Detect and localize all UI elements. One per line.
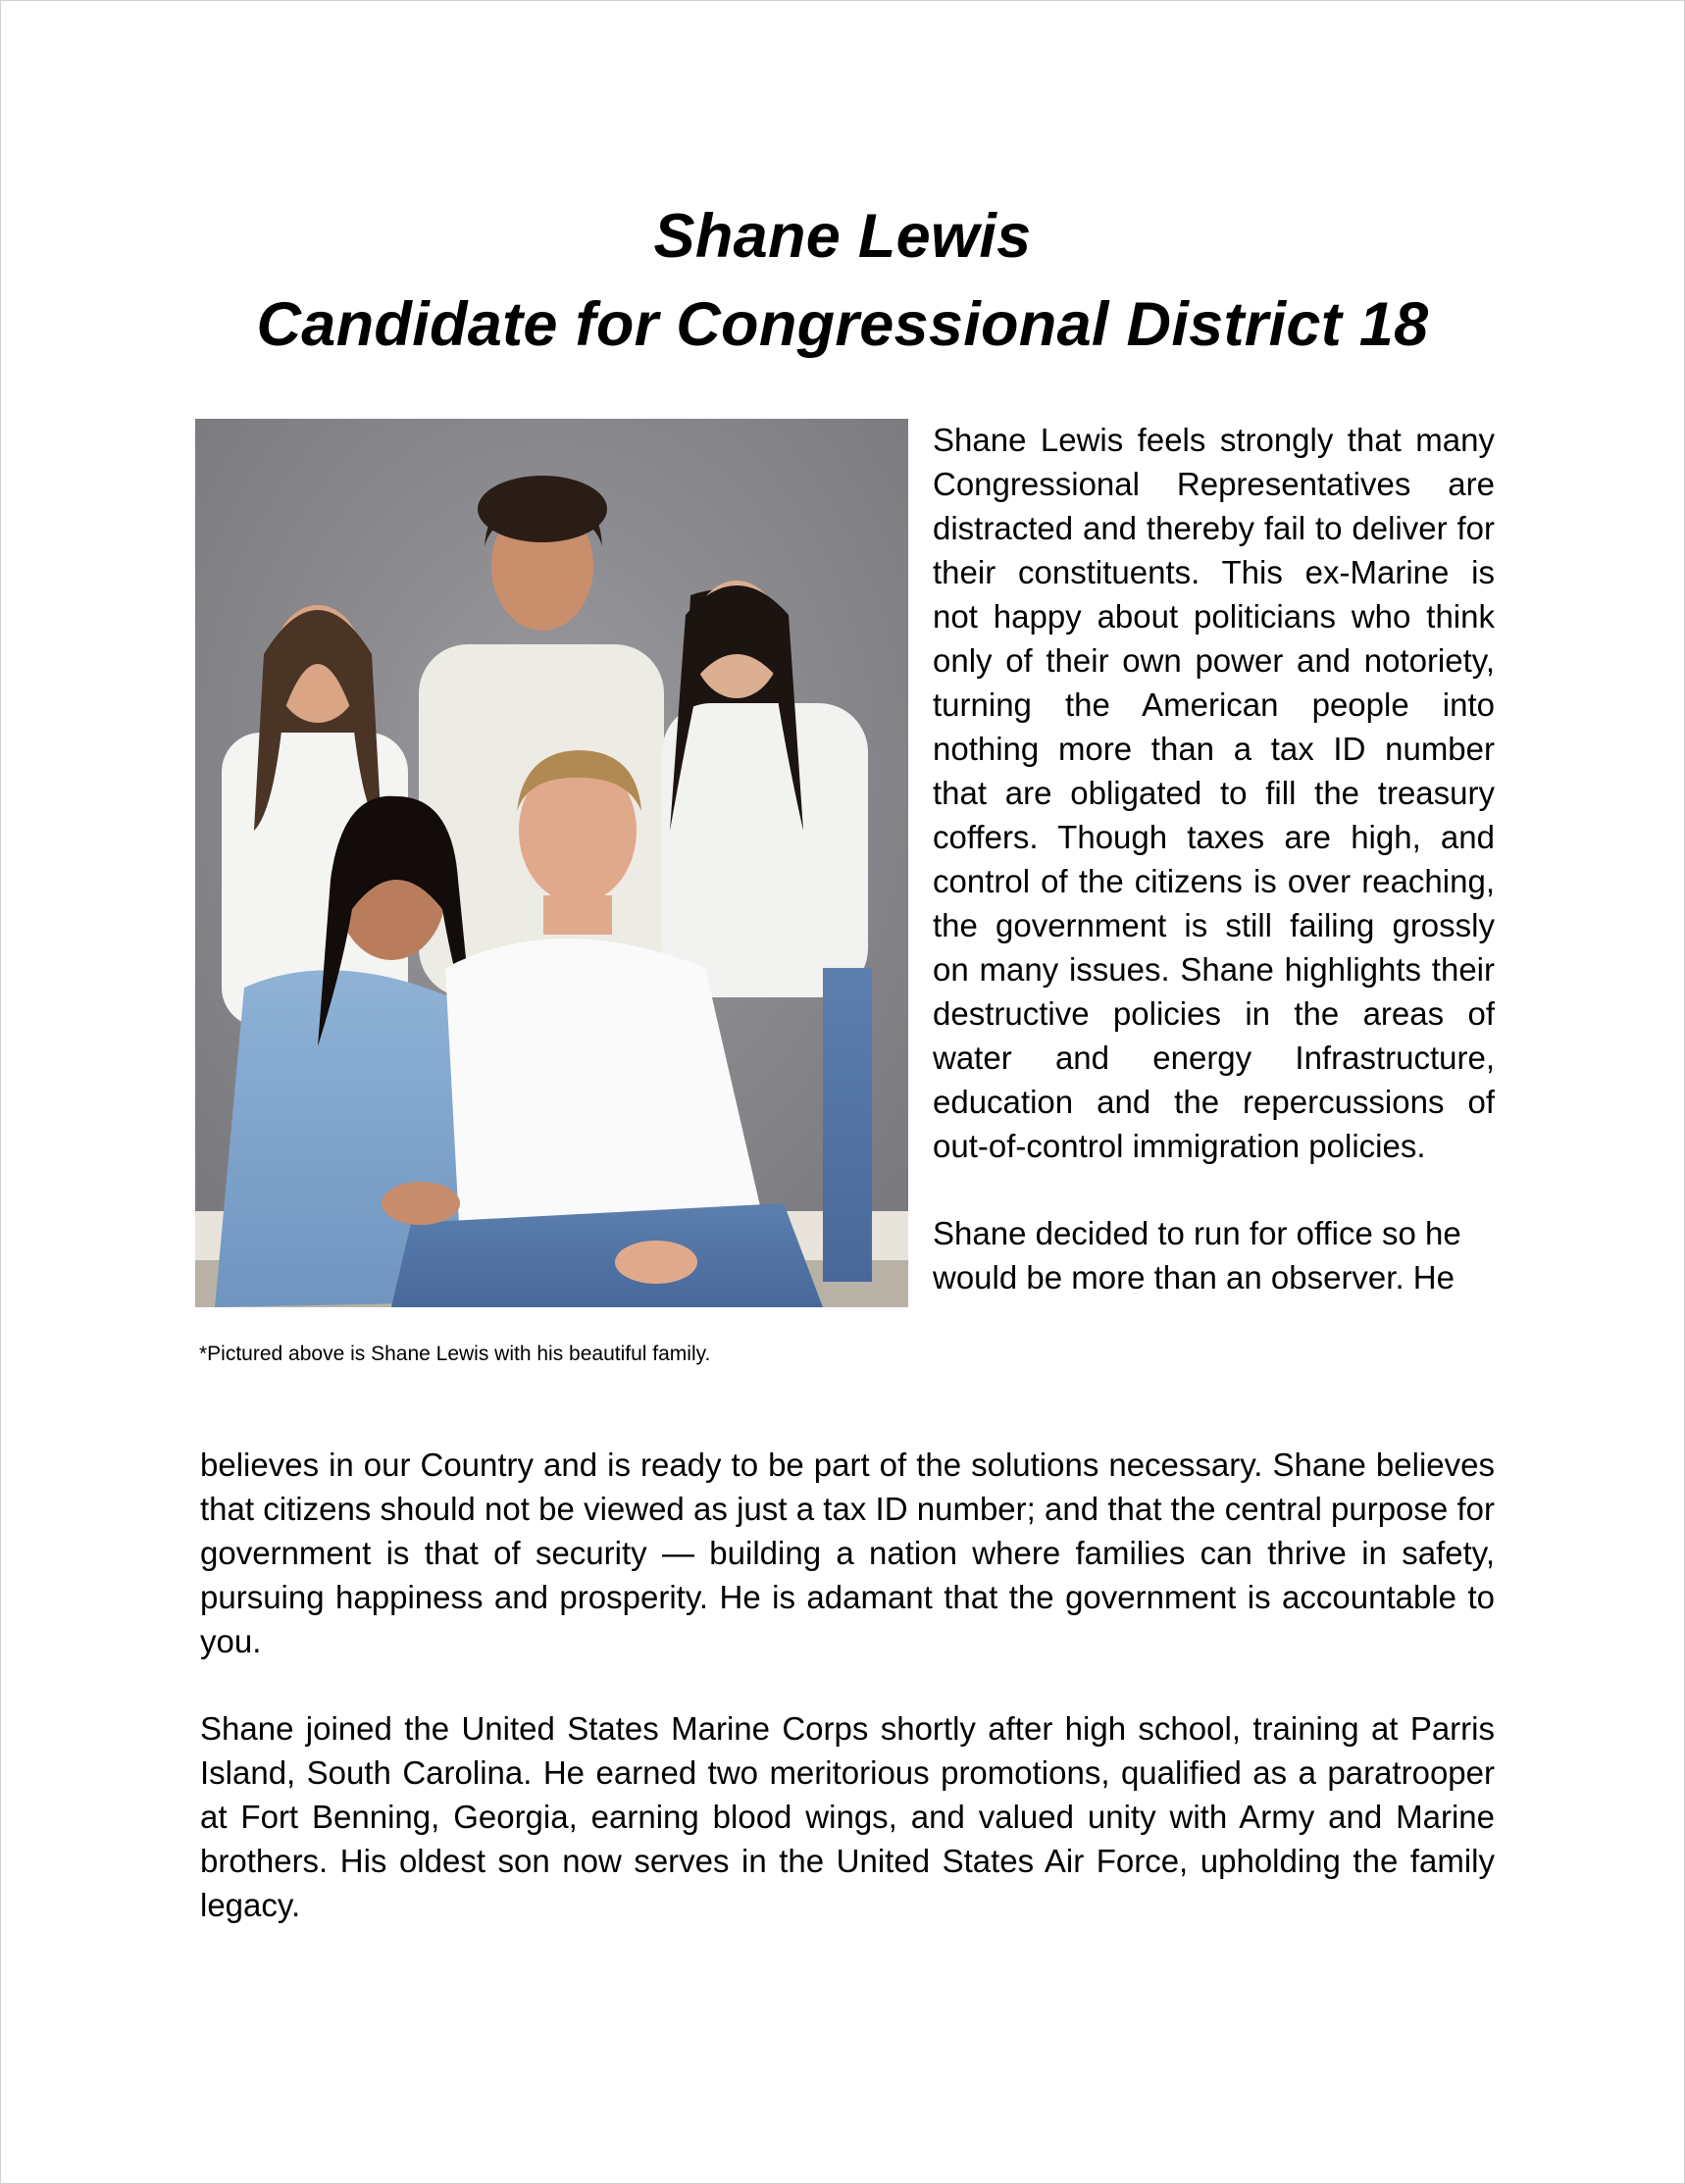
main-column — [200, 1443, 1495, 1927]
intro-column — [933, 418, 1495, 1299]
photo-caption: *Pictured above is Shane Lewis with his beautiful family. — [199, 1343, 711, 1365]
paragraph-1: Shane Lewis feels strongly that many Congressional Representatives are distracted and thereby fail to deliver for their constituents. This ex-Marine is not happy about politicians who think only of their own power and notoriety, turning the American people into nothing more than a tax ID number that are obligated to fill the treasury coffers. Though taxes are high, and control of the citizens is over reaching, the government is still failing grossly on many issues. Shane highlights their destructive policies in the areas of water and energy Infrastructure, education and the repercussions of out-of-control immigration policies. — [933, 422, 1495, 1164]
family-photo — [195, 419, 908, 1307]
paragraph-2-continued: believes in our Country and is ready to be part of the solutions necessary. Shane believes that citizens should not be viewed as just a tax ID number; and that the central purpose for government is that of security — building a nation where families can thrive in safety, pursuing happiness and prosperity. He is adamant that the government is accountable to you. — [200, 1447, 1495, 1659]
candidate-name: Shane Lewis — [653, 202, 1032, 271]
paragraph-3: Shane joined the United States Marine Corps shortly after high school, training at Parris Island, South Carolina. He earned two meritorious promotions, qualified as a paratrooper at Fort Benning, Georgia, earning blood wings, and valued unity with Army and Marine brothers. His oldest son now serves in the United States Air Force, upholding the family legacy. — [200, 1710, 1495, 1923]
title-block — [0, 192, 1685, 369]
paragraph-2-start: Shane decided to run for office so he would be more than an observer. He — [933, 1215, 1461, 1295]
candidate-subtitle: Candidate for Congressional District 18 — [256, 290, 1429, 359]
